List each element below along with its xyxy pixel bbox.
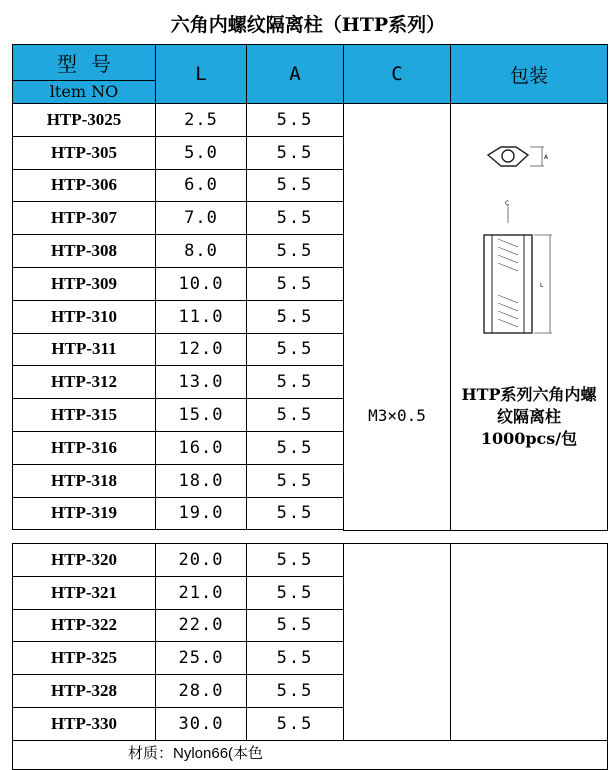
cell-a: 5.5 xyxy=(246,707,344,741)
material-cell xyxy=(12,740,608,770)
header-model-en: ltem NO xyxy=(13,80,155,103)
cell-a: 5.5 xyxy=(246,234,344,268)
label-c: C xyxy=(505,200,510,207)
cell-model: HTP-309 xyxy=(12,267,156,301)
pack-line-3: 1000pcs/包 xyxy=(480,429,578,448)
cell-l: 10.0 xyxy=(155,267,247,301)
cell-a: 5.5 xyxy=(246,576,344,610)
cell-model: HTP-316 xyxy=(12,431,156,465)
cell-a: 5.5 xyxy=(246,431,344,465)
cell-model: HTP-311 xyxy=(12,333,156,367)
cell-model: HTP-325 xyxy=(12,641,156,675)
pack-line-1: HTP系列六角内螺 xyxy=(461,385,597,404)
cell-model: HTP-305 xyxy=(12,136,156,170)
cell-a: 5.5 xyxy=(246,136,344,170)
spacer-side-view xyxy=(484,235,532,333)
header-pack: 包装 xyxy=(450,44,608,104)
cell-l: 11.0 xyxy=(155,300,247,334)
pack-cell-bottom xyxy=(450,543,608,741)
cell-model: HTP-306 xyxy=(12,169,156,203)
pack-line-2: 纹隔离柱 xyxy=(496,407,561,426)
cell-a: 5.5 xyxy=(246,398,344,432)
cell-l: 20.0 xyxy=(155,543,247,577)
cell-l: 30.0 xyxy=(155,707,247,741)
cell-l: 18.0 xyxy=(155,464,247,498)
cell-a: 5.5 xyxy=(246,201,344,235)
cell-l: 2.5 xyxy=(155,103,247,137)
cell-a: 5.5 xyxy=(246,300,344,334)
spacer-drawing xyxy=(470,135,580,335)
cell-model: HTP-307 xyxy=(12,201,156,235)
cell-l: 22.0 xyxy=(155,609,247,643)
pack-description xyxy=(450,384,608,450)
thread-cell xyxy=(343,103,451,531)
cell-l: 5.0 xyxy=(155,136,247,170)
cell-a: 5.5 xyxy=(246,641,344,675)
cell-model: HTP-308 xyxy=(12,234,156,268)
cell-model: HTP-310 xyxy=(12,300,156,334)
cell-l: 21.0 xyxy=(155,576,247,610)
cell-l: 13.0 xyxy=(155,365,247,399)
cell-model: HTP-312 xyxy=(12,365,156,399)
cell-a: 5.5 xyxy=(246,543,344,577)
cell-model: HTP-315 xyxy=(12,398,156,432)
cell-l: 8.0 xyxy=(155,234,247,268)
cell-model: HTP-328 xyxy=(12,674,156,708)
header-model xyxy=(12,44,156,104)
cell-model: HTP-330 xyxy=(12,707,156,741)
cell-model: HTP-321 xyxy=(12,576,156,610)
cell-a: 5.5 xyxy=(246,333,344,367)
cell-l: 7.0 xyxy=(155,201,247,235)
page-title: 六角内螺纹隔离柱（HTP系列） xyxy=(170,14,446,36)
thread-value: M3×0.5 xyxy=(368,406,426,425)
cell-a: 5.5 xyxy=(246,169,344,203)
cell-a: 5.5 xyxy=(246,464,344,498)
cell-a: 5.5 xyxy=(246,609,344,643)
label-l: L xyxy=(540,282,544,289)
cell-l: 12.0 xyxy=(155,333,247,367)
cell-model: HTP-319 xyxy=(12,497,156,531)
cell-a: 5.5 xyxy=(246,674,344,708)
header-model-zh: 型号 xyxy=(57,51,125,76)
cell-l: 6.0 xyxy=(155,169,247,203)
label-a: A xyxy=(544,154,549,161)
cell-model: HTP-318 xyxy=(12,464,156,498)
cell-l: 16.0 xyxy=(155,431,247,465)
cell-l: 25.0 xyxy=(155,641,247,675)
cell-model: HTP-322 xyxy=(12,609,156,643)
header-c: C xyxy=(343,44,451,104)
cell-a: 5.5 xyxy=(246,267,344,301)
cell-a: 5.5 xyxy=(246,365,344,399)
header-a: A xyxy=(246,44,344,104)
cell-l: 15.0 xyxy=(155,398,247,432)
thread-cell-bottom xyxy=(343,543,451,741)
header-l: L xyxy=(155,44,247,104)
cell-a: 5.5 xyxy=(246,497,344,531)
cell-l: 28.0 xyxy=(155,674,247,708)
cell-l: 19.0 xyxy=(155,497,247,531)
material-text: 材质：Nylon66(本色 xyxy=(128,745,264,762)
cell-a: 5.5 xyxy=(246,103,344,137)
cell-model: HTP-320 xyxy=(12,543,156,577)
cell-model: HTP-3025 xyxy=(12,103,156,137)
